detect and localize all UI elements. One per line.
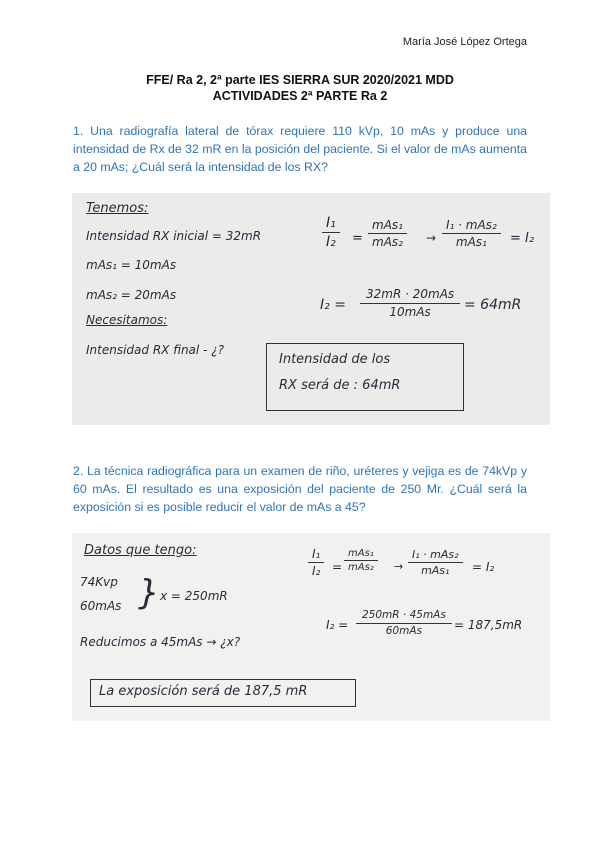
formula-result: = I₂ bbox=[472, 560, 495, 574]
reduce-line: Reducimos a 45mAs → ¿x? bbox=[80, 635, 241, 649]
fraction-numerator: mAs₁ bbox=[368, 218, 407, 234]
brace-icon: } bbox=[138, 573, 160, 613]
calculation-lhs: I₂ = bbox=[320, 297, 346, 313]
formula-fraction-mas bbox=[368, 218, 407, 249]
title-line-1: FFE/ Ra 2, 2ª parte IES SIERRA SUR 2020/2021 MDD bbox=[146, 73, 454, 87]
formula-fraction-intensity bbox=[322, 215, 340, 250]
fraction-denominator: 10mAs bbox=[389, 305, 431, 319]
question-1-handwritten-solution bbox=[72, 193, 550, 425]
final-intensity-line: Intensidad RX final - ¿? bbox=[86, 343, 224, 357]
calculation-lhs: I₂ = bbox=[326, 618, 349, 632]
fraction-denominator: I₂ bbox=[326, 234, 336, 250]
initial-intensity-line: Intensidad RX inicial = 32mR bbox=[86, 229, 262, 243]
calculation-fraction bbox=[360, 287, 460, 319]
fraction-numerator: 250mR · 45mAs bbox=[356, 609, 452, 624]
arrow-icon: → bbox=[394, 560, 404, 573]
calculation-fraction bbox=[356, 609, 452, 637]
equals-sign: = bbox=[332, 560, 343, 574]
heading-tenemos: Tenemos: bbox=[86, 201, 149, 216]
fraction-numerator: I₁ · mAs₂ bbox=[442, 218, 501, 234]
fraction-numerator: I₁ bbox=[308, 547, 324, 563]
mas1-line: mAs₁ = 10mAs bbox=[86, 258, 177, 272]
formula-fraction-mas bbox=[344, 548, 378, 573]
formula-fraction-intensity bbox=[308, 547, 324, 578]
author-name: María José López Ortega bbox=[402, 36, 527, 48]
fraction-numerator: I₁ bbox=[322, 215, 340, 233]
heading-necesitamos: Necesitamos: bbox=[86, 313, 168, 327]
fraction-numerator: mAs₁ bbox=[344, 548, 378, 561]
fraction-denominator: mAs₂ bbox=[348, 562, 374, 573]
question-1-text: 1. Una radiografía lateral de tórax requiere 110 kVp, 10 mAs y produce una intensidad de Rx de 32 mR en la posición del paciente. Si el valor de mAs aumenta a 20 mAs; ¿Cuál será la intensidad de los RX? bbox=[73, 124, 527, 174]
mas-value: 60mAs bbox=[80, 599, 122, 613]
fraction-denominator: 60mAs bbox=[385, 625, 423, 637]
fraction-numerator: 32mR · 20mAs bbox=[360, 287, 460, 304]
equals-sign: = bbox=[352, 231, 363, 246]
calculation-result: = 64mR bbox=[464, 297, 522, 313]
answer-line-2: RX será de : 64mR bbox=[279, 378, 401, 393]
answer-box bbox=[90, 679, 356, 707]
fraction-numerator: I₁ · mAs₂ bbox=[408, 548, 463, 563]
answer-box bbox=[266, 343, 464, 411]
question-2-text: 2. La técnica radiográfica para un examen de riño, uréteres y vejiga es de 74kVp y 60 mAs. El resultado es una exposición del paciente de 250 Mr. ¿Cuál será la exposición si es posible reducir el valor de mAs a 45? bbox=[73, 464, 527, 514]
fraction-denominator: mAs₁ bbox=[421, 564, 450, 577]
heading-datos: Datos que tengo: bbox=[84, 543, 197, 558]
kvp-value: 74Kvp bbox=[80, 575, 118, 589]
document-title bbox=[0, 72, 600, 104]
answer-line-1: Intensidad de los bbox=[279, 352, 391, 367]
answer-text: La exposición será de 187,5 mR bbox=[99, 684, 308, 699]
formula-fraction-solved bbox=[442, 218, 501, 249]
fraction-denominator: I₂ bbox=[312, 564, 321, 578]
calculation-result: = 187,5mR bbox=[454, 618, 523, 632]
mas2-line: mAs₂ = 20mAs bbox=[86, 288, 177, 302]
fraction-denominator: mAs₁ bbox=[455, 235, 487, 249]
formula-result: = I₂ bbox=[510, 231, 535, 246]
question-2-handwritten-solution bbox=[72, 533, 550, 721]
formula-fraction-solved bbox=[408, 548, 463, 577]
arrow-icon: → bbox=[426, 231, 437, 245]
exposure-value: x = 250mR bbox=[160, 589, 228, 603]
title-line-2: ACTIVIDADES 2ª PARTE Ra 2 bbox=[212, 89, 388, 103]
fraction-denominator: mAs₂ bbox=[372, 235, 403, 249]
